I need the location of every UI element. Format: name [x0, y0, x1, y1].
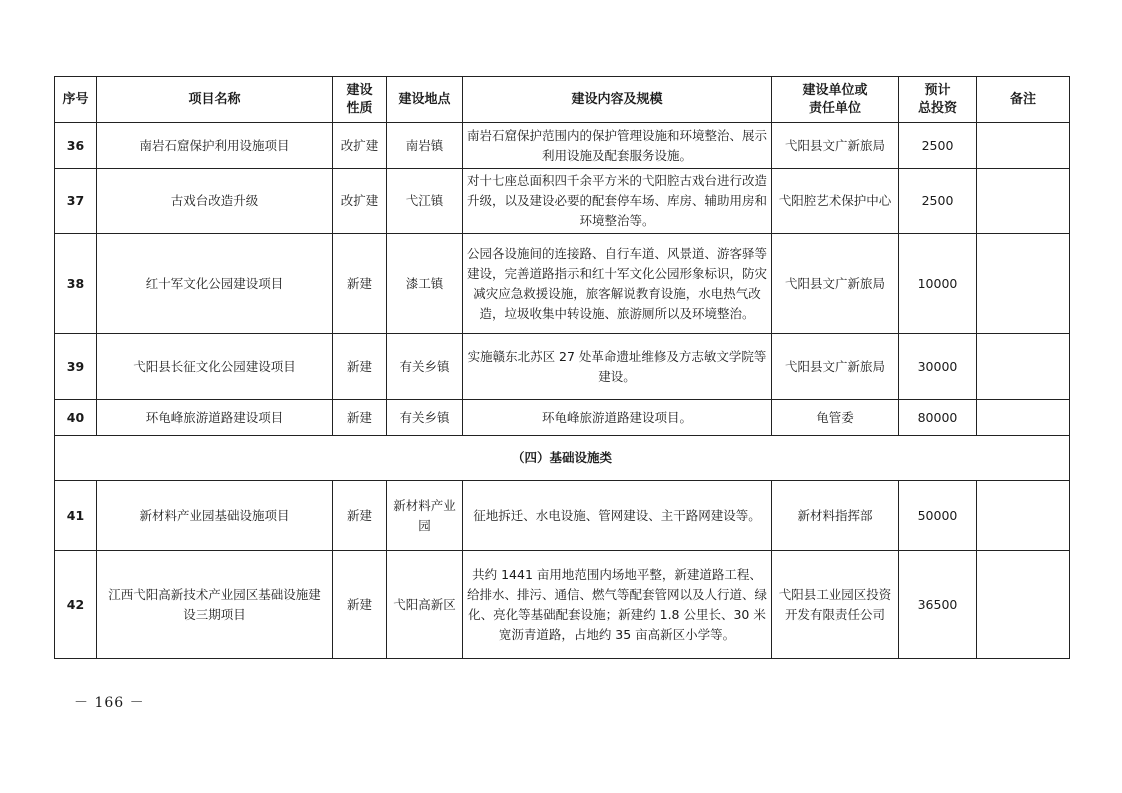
cell-seq: 38 — [55, 234, 97, 334]
cell-location: 漆工镇 — [387, 234, 463, 334]
cell-nature: 新建 — [333, 481, 387, 551]
header-seq: 序号 — [55, 77, 97, 123]
cell-remarks — [977, 481, 1070, 551]
cell-seq: 42 — [55, 551, 97, 659]
cell-nature: 新建 — [333, 551, 387, 659]
cell-content: 南岩石窟保护范围内的保护管理设施和环境整治、展示利用设施及配套服务设施。 — [463, 123, 772, 169]
header-location: 建设地点 — [387, 77, 463, 123]
cell-name: 环龟峰旅游道路建设项目 — [97, 400, 333, 436]
cell-content: 对十七座总面积四千余平方米的弋阳腔古戏台进行改造升级，以及建设必要的配套停车场、库房、辅助用房和环境整治等。 — [463, 169, 772, 234]
table-row — [55, 481, 1070, 551]
header-unit: 建设单位或 责任单位 — [772, 77, 899, 123]
cell-location: 南岩镇 — [387, 123, 463, 169]
cell-investment: 2500 — [899, 123, 977, 169]
cell-unit: 弋阳县文广新旅局 — [772, 123, 899, 169]
cell-location: 新材料产业园 — [387, 481, 463, 551]
header-name: 项目名称 — [97, 77, 333, 123]
cell-seq: 36 — [55, 123, 97, 169]
cell-unit: 弋阳县工业园区投资开发有限责任公司 — [772, 551, 899, 659]
cell-remarks — [977, 169, 1070, 234]
cell-investment: 2500 — [899, 169, 977, 234]
cell-name: 南岩石窟保护利用设施项目 — [97, 123, 333, 169]
table-row — [55, 400, 1070, 436]
cell-seq: 41 — [55, 481, 97, 551]
cell-unit: 弋阳县文广新旅局 — [772, 234, 899, 334]
cell-seq: 39 — [55, 334, 97, 400]
table-row — [55, 169, 1070, 234]
cell-nature: 新建 — [333, 234, 387, 334]
cell-unit: 弋阳腔艺术保护中心 — [772, 169, 899, 234]
cell-location: 有关乡镇 — [387, 334, 463, 400]
section-title: （四）基础设施类 — [55, 436, 1070, 481]
cell-nature: 新建 — [333, 400, 387, 436]
header-investment: 预计 总投资 — [899, 77, 977, 123]
table-row — [55, 234, 1070, 334]
cell-investment: 10000 — [899, 234, 977, 334]
cell-investment: 36500 — [899, 551, 977, 659]
cell-name: 江西弋阳高新技术产业园区基础设施建设三期项目 — [97, 551, 333, 659]
cell-remarks — [977, 234, 1070, 334]
cell-nature: 改扩建 — [333, 123, 387, 169]
cell-investment: 30000 — [899, 334, 977, 400]
cell-location: 有关乡镇 — [387, 400, 463, 436]
table-row — [55, 334, 1070, 400]
cell-name: 古戏台改造升级 — [97, 169, 333, 234]
page-number: － 166 － — [74, 695, 145, 711]
header-content: 建设内容及规模 — [463, 77, 772, 123]
cell-content: 共约 1441 亩用地范围内场地平整，新建道路工程、给排水、排污、通信、燃气等配套管网以及人行道、绿化、亮化等基础配套设施；新建约 1.8 公里长、30 米宽沥青道路，占地约 35 亩高新区小学等。 — [463, 551, 772, 659]
cell-content: 征地拆迁、水电设施、管网建设、主干路网建设等。 — [463, 481, 772, 551]
cell-name: 红十军文化公园建设项目 — [97, 234, 333, 334]
cell-nature: 新建 — [333, 334, 387, 400]
table-header-row — [55, 77, 1070, 123]
cell-remarks — [977, 334, 1070, 400]
cell-location: 弋江镇 — [387, 169, 463, 234]
header-remarks: 备注 — [977, 77, 1070, 123]
cell-content: 环龟峰旅游道路建设项目。 — [463, 400, 772, 436]
cell-remarks — [977, 123, 1070, 169]
table-row — [55, 551, 1070, 659]
table-row — [55, 123, 1070, 169]
cell-content: 实施赣东北苏区 27 处革命遗址维修及方志敏文学院等建设。 — [463, 334, 772, 400]
cell-unit: 新材料指挥部 — [772, 481, 899, 551]
cell-unit: 龟管委 — [772, 400, 899, 436]
cell-unit: 弋阳县文广新旅局 — [772, 334, 899, 400]
cell-name: 弋阳县长征文化公园建设项目 — [97, 334, 333, 400]
section-header-row — [55, 436, 1070, 481]
cell-location: 弋阳高新区 — [387, 551, 463, 659]
cell-remarks — [977, 551, 1070, 659]
cell-content: 公园各设施间的连接路、自行车道、风景道、游客驿等建设，完善道路指示和红十军文化公园形象标识，防灾减灾应急救援设施，旅客解说教育设施，水电热气改造，垃圾收集中转设施、旅游厕所以及环境整治。 — [463, 234, 772, 334]
cell-investment: 80000 — [899, 400, 977, 436]
cell-investment: 50000 — [899, 481, 977, 551]
project-table — [54, 76, 1070, 659]
cell-seq: 40 — [55, 400, 97, 436]
header-nature: 建设 性质 — [333, 77, 387, 123]
cell-name: 新材料产业园基础设施项目 — [97, 481, 333, 551]
cell-nature: 改扩建 — [333, 169, 387, 234]
cell-seq: 37 — [55, 169, 97, 234]
cell-remarks — [977, 400, 1070, 436]
